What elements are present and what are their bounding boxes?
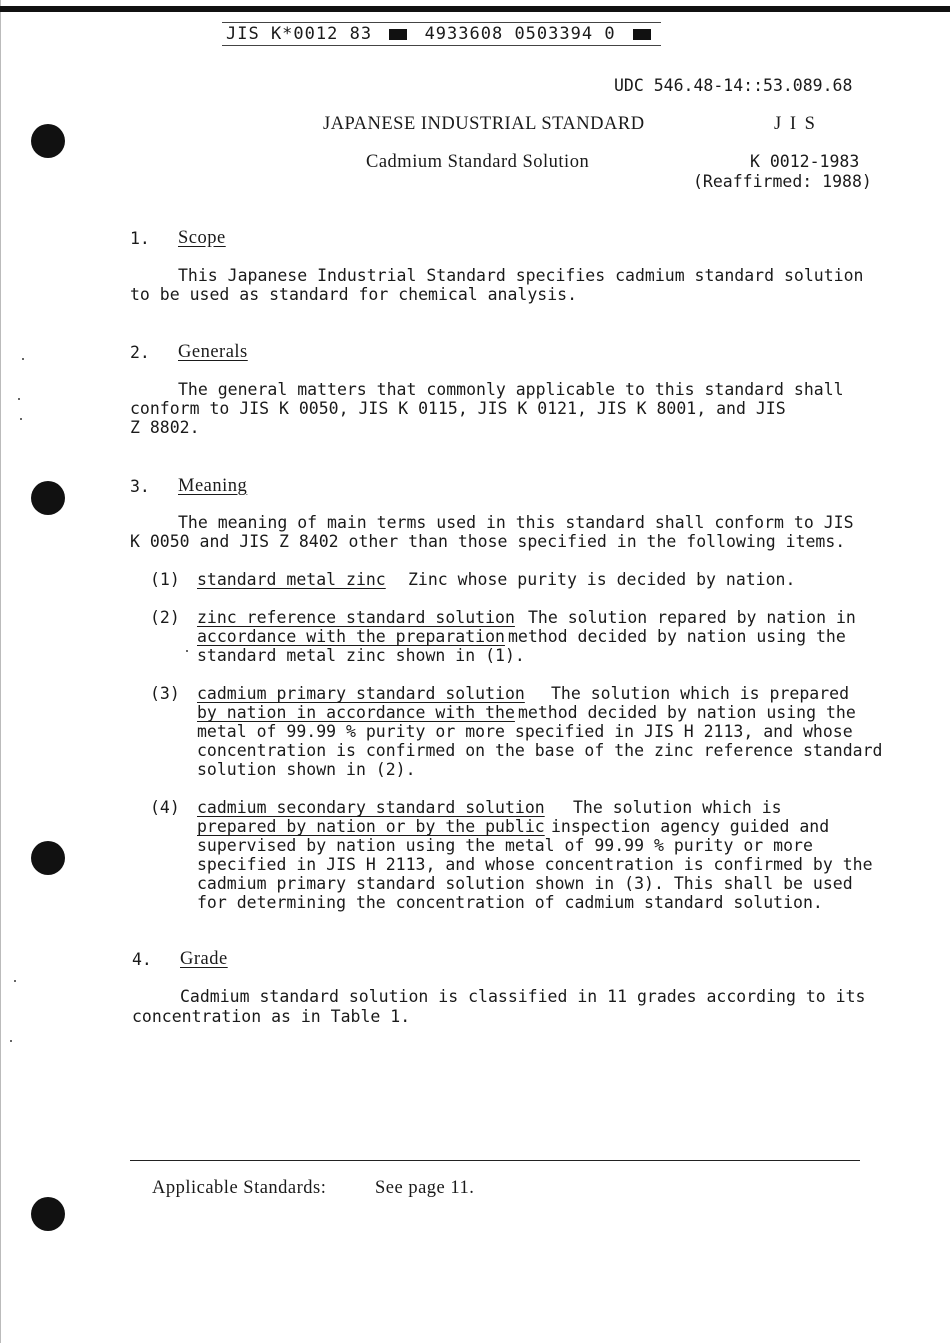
item-1-number: (1): [150, 570, 180, 589]
item-4-line-3: supervised by nation using the metal of 99.99 % purity or more: [197, 836, 813, 855]
document-title: JAPANESE INDUSTRIAL STANDARD: [323, 114, 645, 134]
scan-left-edge: [0, 0, 1, 1343]
meaning-line-1: The meaning of main terms used in this standard shall conform to JIS: [178, 513, 854, 532]
item-3-line-2: method decided by nation using the: [518, 703, 856, 722]
punch-hole: [31, 124, 65, 158]
item-3-definition-start: The solution which is prepared: [551, 684, 850, 703]
document-subtitle: Cadmium Standard Solution: [366, 152, 590, 172]
scan-speck: [14, 980, 16, 982]
section-1-number: 1.: [130, 229, 150, 248]
section-3-title: Meaning: [178, 476, 248, 496]
section-3-number: 3.: [130, 477, 150, 496]
grade-line-1: Cadmium standard solution is classified in 11 grades according to its: [180, 987, 866, 1006]
item-3-line-3: metal of 99.99 % purity or more specified in JIS H 2113, and whose: [197, 722, 853, 741]
item-2-term-cont: accordance with the preparation: [197, 627, 505, 646]
applicable-standards-label: Applicable Standards:: [152, 1178, 327, 1198]
item-3-term: cadmium primary standard solution: [197, 684, 525, 703]
scope-line-2: to be used as standard for chemical analysis.: [130, 285, 578, 304]
item-4-line-2: inspection agency guided and: [551, 817, 830, 836]
section-4-number: 4.: [132, 950, 152, 969]
item-4-number: (4): [150, 798, 180, 817]
code-right: 4933608 0503394 0: [424, 24, 616, 44]
section-1-title: Scope: [178, 228, 226, 248]
scan-top-bar: [0, 6, 950, 12]
scan-speck: [20, 418, 22, 420]
scan-speck: [10, 1040, 12, 1042]
item-3-line-5: solution shown in (2).: [197, 760, 416, 779]
item-3-number: (3): [150, 684, 180, 703]
item-1-definition: Zinc whose purity is decided by nation.: [408, 570, 796, 589]
scan-speck: [18, 398, 20, 400]
item-3-term-cont: by nation in accordance with the: [197, 703, 515, 722]
scan-speck: [186, 650, 188, 652]
section-2-number: 2.: [130, 343, 150, 362]
meaning-line-2: K 0050 and JIS Z 8402 other than those specified in the following items.: [130, 532, 846, 551]
footer-rule: [130, 1160, 860, 1161]
item-2-term: zinc reference standard solution: [197, 608, 515, 627]
generals-line-2: conform to JIS K 0050, JIS K 0115, JIS K 0121, JIS K 8001, and JIS: [130, 399, 786, 418]
section-4-title: Grade: [180, 949, 228, 969]
item-4-line-6: for determining the concentration of cadmium standard solution.: [197, 893, 823, 912]
item-2-line-3: standard metal zinc shown in (1).: [197, 646, 525, 665]
item-4-term-cont: prepared by nation or by the public: [197, 817, 545, 836]
standard-number: K 0012-1983: [750, 152, 860, 171]
item-4-line-4: specified in JIS H 2113, and whose concentration is confirmed by the: [197, 855, 873, 874]
black-block-mark: [389, 29, 407, 40]
jis-mark: J I S: [774, 114, 817, 134]
item-2-definition-start: The solution repared by nation in: [528, 608, 856, 627]
item-3-line-4: concentration is confirmed on the base of the zinc reference standard: [197, 741, 883, 760]
black-block-mark-end: [633, 29, 651, 40]
applicable-standards-value: See page 11.: [375, 1178, 475, 1198]
section-2-title: Generals: [178, 342, 248, 362]
reaffirmed-date: (Reaffirmed: 1988): [693, 172, 872, 191]
item-2-number: (2): [150, 608, 180, 627]
grade-line-2: concentration as in Table 1.: [132, 1007, 411, 1026]
item-2-line-2: method decided by nation using the: [508, 627, 846, 646]
generals-line-1: The general matters that commonly applicable to this standard shall: [178, 380, 844, 399]
scan-speck: [22, 358, 24, 360]
item-1-term: standard metal zinc: [197, 570, 386, 589]
item-4-line-5: cadmium primary standard solution shown in (3). This shall be used: [197, 874, 853, 893]
punch-hole: [31, 1197, 65, 1231]
punch-hole: [31, 481, 65, 515]
code-left: JIS K*0012 83: [226, 24, 373, 44]
udc-number: UDC 546.48-14::53.089.68: [614, 76, 853, 95]
item-4-definition-start: The solution which is: [573, 798, 782, 817]
document-code-header: [222, 22, 661, 46]
punch-hole: [31, 841, 65, 875]
generals-line-3: Z 8802.: [130, 418, 200, 437]
scope-line-1: This Japanese Industrial Standard specifies cadmium standard solution: [178, 266, 864, 285]
item-4-term: cadmium secondary standard solution: [197, 798, 545, 817]
